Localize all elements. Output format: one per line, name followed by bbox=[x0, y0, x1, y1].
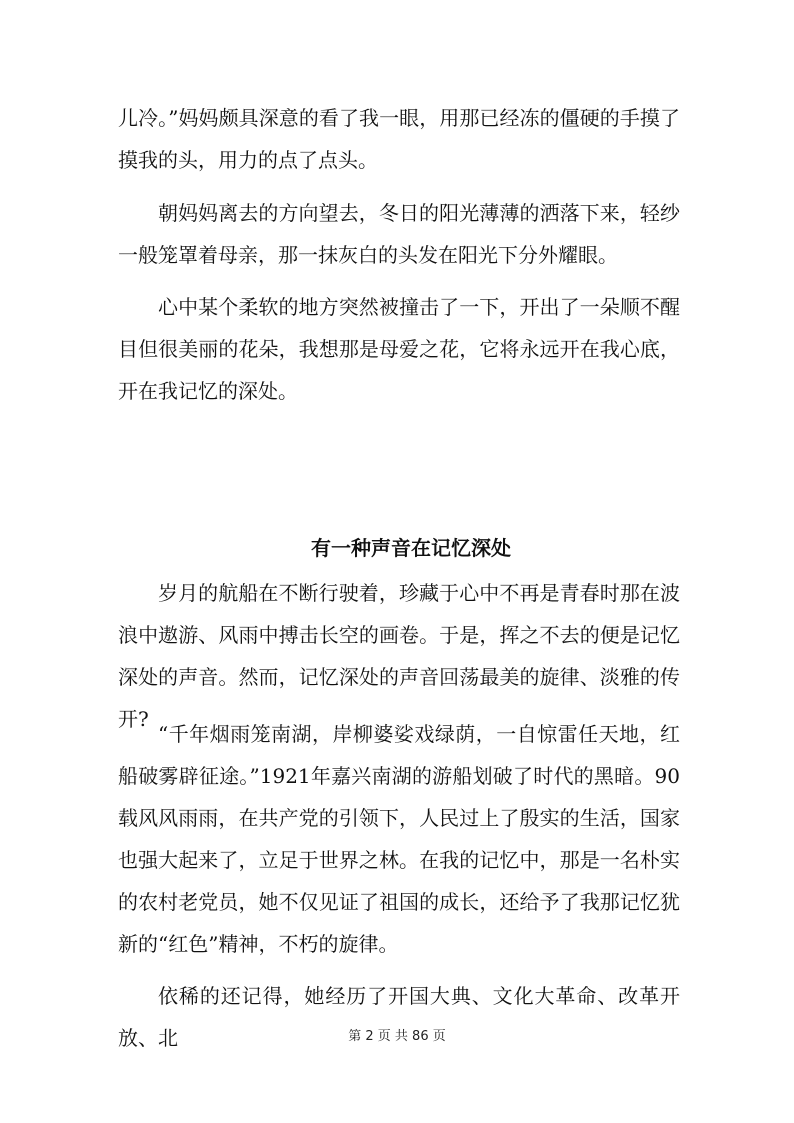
paragraph-memory-continues: 依稀的还记得，她经历了开国大典、文化大革命、改革开放、北 bbox=[118, 984, 680, 1050]
page-number-footer: 第 2 页 共 86 页 bbox=[348, 1029, 446, 1044]
essay-title: 有一种声音在记忆深处 bbox=[311, 536, 511, 560]
paragraph-mother-love-flower: 心中某个柔软的地方突然被撞击了一下，开出了一朵顺不醒目但很美丽的花朵，我想那是母爱之花，它将永远开在我心底，开在我记忆的深处。 bbox=[118, 295, 680, 403]
paragraph-voyage: 岁月的航船在不断行驶着，珍藏于心中不再是青春时那在波浪中遨游、风雨中搏击长空的画卷。于是，挥之不去的便是记忆深处的声音。然而，记忆深处的声音回荡最美的旋律、淡雅的传开? bbox=[118, 581, 680, 731]
paragraph-continuation: 儿冷。”妈妈颇具深意的看了我一眼，用那已经冻的僵硬的手摸了摸我的头，用力的点了点头。 bbox=[118, 106, 680, 172]
paragraph-red-boat: “千年烟雨笼南湖，岸柳婆娑戏绿荫，一自惊雷任天地，红船破雾辟征途。”1921年嘉兴南湖的游船划破了时代的黑暗。90载风风雨雨，在共产党的引领下，人民过上了殷实的生活，国家也强大起来了，立足于世界之林。在我的记忆中，那是一名朴实的农村老党员，她不仅见证了祖国的成长，还给予了我那记忆犹新的“红色”精神，不朽的旋律。 bbox=[118, 722, 680, 956]
paragraph-mother-leaving: 朝妈妈离去的方向望去，冬日的阳光薄薄的洒落下来，轻纱一般笼罩着母亲，那一抹灰白的头发在阳光下分外耀眼。 bbox=[118, 201, 680, 267]
